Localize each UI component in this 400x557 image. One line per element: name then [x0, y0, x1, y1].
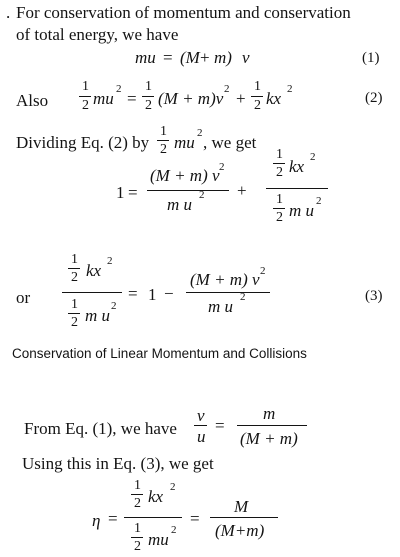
intro-line-2: of total energy, we have	[16, 25, 179, 44]
eq-2-number: (2)	[365, 90, 383, 106]
or-label: or	[16, 288, 31, 307]
eq-1-number: (1)	[362, 50, 380, 66]
also-label: Also	[16, 91, 49, 110]
section-caption: Conservation of Linear Momentum and Collisions	[12, 346, 307, 361]
eq-3-number: (3)	[365, 288, 383, 304]
using-text: Using this in Eq. (3), we get	[22, 454, 214, 473]
intro-line-1: For conservation of momentum and conservation	[16, 3, 351, 22]
bullet-dot: .	[6, 3, 11, 22]
